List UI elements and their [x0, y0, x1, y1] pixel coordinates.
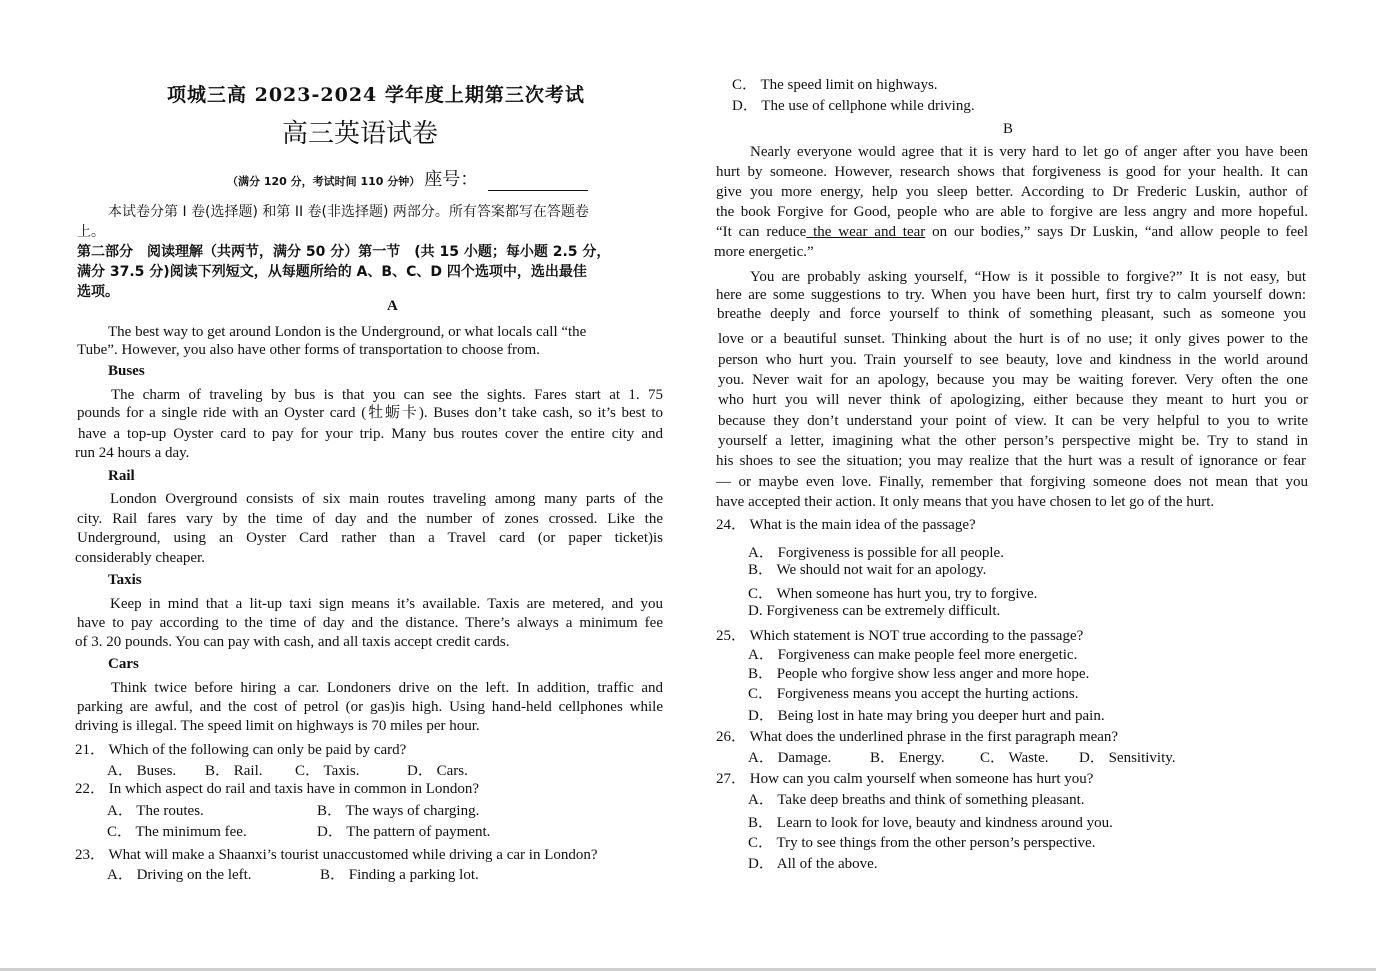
q25-option-a[interactable]: A． Forgiveness can make people feel more energetic.: [748, 647, 1078, 663]
q26-option-c[interactable]: C． Waste.: [980, 750, 1049, 766]
q21-option-d[interactable]: D． Cars.: [407, 763, 468, 779]
q27-option-d[interactable]: D． All of the above.: [748, 856, 878, 872]
rail-heading: Rail: [108, 468, 135, 484]
q27-option-b[interactable]: B． Learn to look for love, beauty and kindness around you.: [748, 815, 1113, 831]
q25-option-b[interactable]: B． People who forgive show less anger and more hope.: [748, 666, 1090, 682]
passage-b-p2-l4: love or a beautiful sunset. Thinking about the hurt is of no use; it only gives power to the: [718, 331, 1308, 347]
q24-option-a[interactable]: A． Forgiveness is possible for all people.: [748, 545, 1004, 561]
question-25: 25． Which statement is NOT true according to the passage?: [716, 628, 1084, 644]
rail-l1: London Overground consists of six main routes traveling among many parts of the: [110, 491, 663, 507]
passage-b-p1-l5-pre: “It can reduce: [716, 224, 807, 240]
score-note: （满分 120 分，考试时间 110 分钟）: [227, 175, 421, 188]
q24-option-c[interactable]: C． When someone has hurt you, try to forgive.: [748, 586, 1038, 602]
q23-option-d[interactable]: D． The use of cellphone while driving.: [732, 98, 975, 114]
passage-b-p2-l12: have accepted their action. It only means that you have chosen to let go of the hurt.: [716, 494, 1215, 510]
buses-l1: The charm of traveling by bus is that you can see the sights. Fares start at 1. 75: [111, 387, 663, 403]
passage-a-p1-l2: Tube”. However, you also have other forms of transportation to choose from.: [77, 342, 540, 358]
passage-b-p2-l10: his shoes to see the situation; you may realize that the hurt was a result of ignorance or fear: [716, 453, 1306, 469]
q21-option-a[interactable]: A． Buses.: [107, 763, 177, 779]
buses-l2: pounds for a single ride with an Oyster card (牡蛎卡). Buses don’t take cash, so it’s best to: [77, 405, 663, 421]
taxis-l3: of 3. 20 pounds. You can pay with cash, and all taxis accept credit cards.: [75, 634, 510, 650]
q26-option-a[interactable]: A． Damage.: [748, 750, 832, 766]
passage-b-p1-l3: give you more energy, help you sleep better. According to Dr Frederic Luskin, author of: [716, 184, 1308, 200]
rail-l2: city. Rail fares vary by the time of day and the number of zones crossed. Like the: [77, 511, 663, 527]
q27-option-a[interactable]: A． Take deep breaths and think of something pleasant.: [748, 792, 1085, 808]
passage-b-p2-l2: here are some suggestions to try. When you have been hurt, first try to calm yourself down:: [716, 287, 1306, 303]
passage-b-p2-l1: You are probably asking yourself, “How is it possible to forgive?” It is not easy, but: [750, 269, 1306, 285]
question-26: 26． What does the underlined phrase in the first paragraph mean?: [716, 729, 1119, 745]
taxis-l2: have to pay according to the time of day and the distance. There’s always a minimum fee: [77, 615, 663, 631]
q25-option-d[interactable]: D． Being lost in hate may bring you deeper hurt and pain.: [748, 708, 1105, 724]
passage-b-p2-l3: breathe deeply and force yourself to think of something pleasant, such as someone you: [717, 306, 1306, 322]
q24-option-b[interactable]: B． We should not wait for an apology.: [748, 562, 987, 578]
q27-option-c[interactable]: C． Try to see things from the other person’s perspective.: [748, 835, 1096, 851]
q23-option-c[interactable]: C． The speed limit on highways.: [732, 77, 938, 93]
question-27: 27． How can you calm yourself when someone has hurt you?: [716, 771, 1094, 787]
passage-b-p2-l5: person who hurt you. Train yourself to see beauty, love and kindness in the world around: [718, 352, 1308, 368]
question-21: 21． Which of the following can only be paid by card?: [75, 742, 407, 758]
q22-option-d[interactable]: D． The pattern of payment.: [317, 824, 491, 840]
rail-l4: considerably cheaper.: [75, 550, 205, 566]
passage-a-label: A: [387, 298, 398, 314]
passage-b-p1-l6: more energetic.”: [714, 244, 814, 260]
underlined-phrase: the wear and tear: [806, 224, 926, 240]
q22-option-b[interactable]: B． The ways of charging.: [317, 803, 480, 819]
seat-label: 座号：: [424, 169, 479, 190]
q22-option-c[interactable]: C． The minimum fee.: [107, 824, 247, 840]
section-line-2: 满分 37.5 分)阅读下列短文，从每题所给的 A、B、C、D 四个选项中，选出最佳: [77, 264, 587, 280]
passage-b-p2-l8: because they don’t understand your point of view. It can be very helpful to you to write: [718, 413, 1308, 429]
q23-option-b[interactable]: B． Finding a parking lot.: [320, 867, 479, 883]
passage-b-p1-l4: the book Forgive for Good, people who are able to forgive are less angry and more hopeful.: [716, 204, 1308, 220]
q22-option-a[interactable]: A． The routes.: [107, 803, 204, 819]
exam-title: 高三英语试卷: [282, 119, 439, 149]
buses-l3: have a top-up Oyster card to pay for your trip. Many bus routes cover the entire city and: [78, 426, 663, 442]
q21-option-c[interactable]: C． Taxis.: [295, 763, 360, 779]
passage-b-p2-l7: who hurt you will never think of apologizing, either because they meant to hurt you or: [718, 392, 1308, 408]
question-23: 23． What will make a Shaanxi’s tourist unaccustomed while driving a car in London?: [75, 847, 598, 863]
q26-option-b[interactable]: B． Energy.: [870, 750, 945, 766]
rail-l3: Underground, using an Oyster Card rather than a Travel card (or paper ticket)is: [77, 530, 663, 546]
q23-option-a[interactable]: A． Driving on the left.: [107, 867, 252, 883]
buses-heading: Buses: [108, 363, 145, 379]
score-note-row: [227, 165, 588, 191]
q25-option-c[interactable]: C． Forgiveness means you accept the hurting actions.: [748, 686, 1079, 702]
buses-l4: run 24 hours a day.: [75, 445, 190, 461]
passage-b-p1-l5-post: on our bodies,” says Dr Luskin, “and allow people to feel: [925, 224, 1308, 240]
intro-line-1: 本试卷分第 I 卷(选择题) 和第 II 卷(非选择题) 两部分。所有答案都写在答题卷: [108, 204, 589, 220]
q21-option-b[interactable]: B． Rail.: [205, 763, 263, 779]
school-title: 项城三高 2023-2024 学年度上期第三次考试: [167, 84, 585, 106]
cars-l1: Think twice before hiring a car. Londoners drive on the left. In addition, traffic and: [111, 680, 663, 696]
taxis-l1: Keep in mind that a lit-up taxi sign means it’s available. Taxis are metered, and you: [110, 596, 663, 612]
question-22: 22． In which aspect do rail and taxis have in common in London?: [75, 781, 480, 797]
passage-b-p2-l6: you. Never wait for an apology, because you may be waiting forever. Very often the one: [718, 372, 1308, 388]
seat-number-blank[interactable]: [488, 172, 588, 191]
cars-l3: driving is illegal. The speed limit on highways is 70 miles per hour.: [75, 718, 480, 734]
question-24: 24． What is the main idea of the passage?: [716, 517, 976, 533]
passage-b-p2-l9: yourself a letter, imagining what the other person’s perspective might be. Try to stand in: [718, 433, 1308, 449]
passage-a-p1-l1: The best way to get around London is the Underground, or what locals call “the: [108, 324, 587, 340]
taxis-heading: Taxis: [108, 572, 142, 588]
cars-l2: parking are awful, and the cost of petrol (or gas)is high. Using hand-held cellphones while: [77, 699, 663, 715]
intro-line-2: 上。: [77, 224, 105, 240]
section-line-3: 选项。: [77, 284, 119, 300]
q26-option-d[interactable]: D． Sensitivity.: [1079, 750, 1176, 766]
section-line-1: 第二部分 阅读理解（共两节，满分 50 分）第一节 (共 15 小题；每小题 2.5 分，: [77, 244, 611, 260]
passage-b-p1-l2: hurt by someone. However, research shows that forgiveness is good for your health. It can: [716, 164, 1308, 180]
passage-b-p1-l1: Nearly everyone would agree that it is very hard to let go of anger after you have been: [750, 144, 1308, 160]
cars-heading: Cars: [108, 656, 139, 672]
passage-b-p2-l11: — or maybe even love. Finally, remember that forgiving someone does not mean that you: [716, 474, 1308, 490]
passage-b-p1-l5: [716, 222, 1308, 242]
passage-b-label: B: [1003, 121, 1014, 137]
q24-option-d[interactable]: D. Forgiveness can be extremely difficult.: [748, 603, 1001, 619]
